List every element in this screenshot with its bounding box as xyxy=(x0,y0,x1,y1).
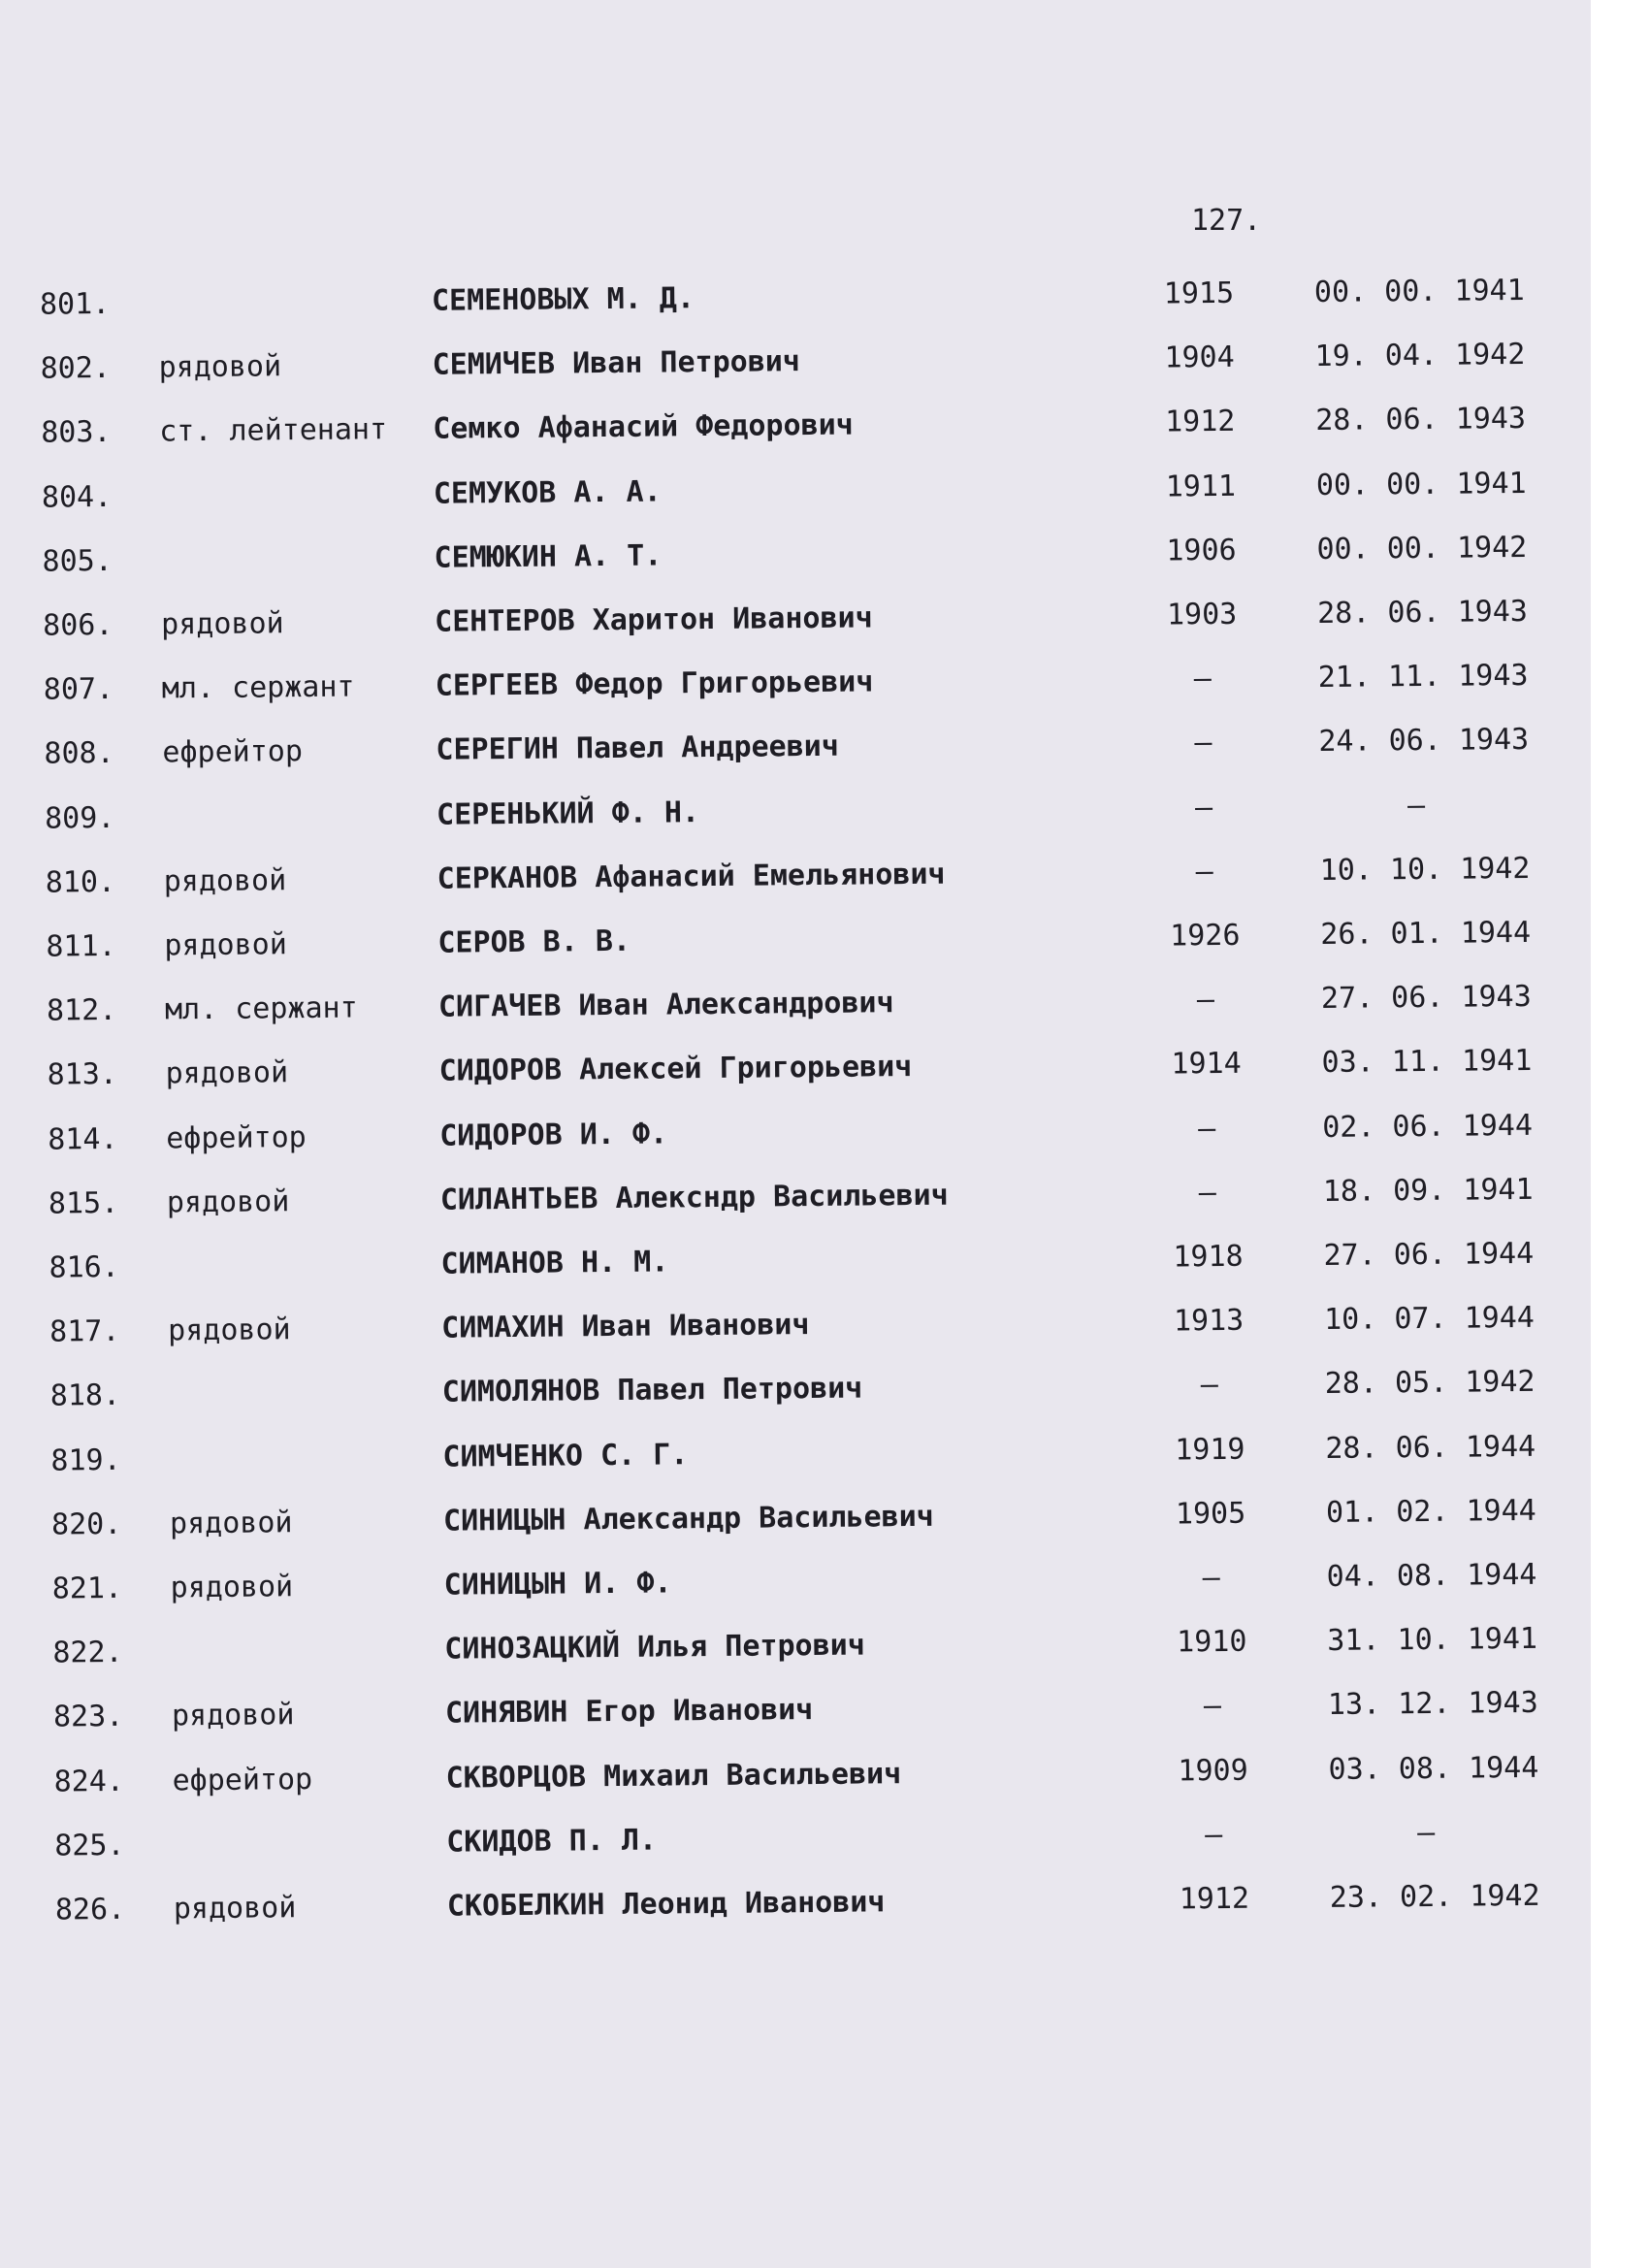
list-item xyxy=(13,1295,1591,1355)
entry-death-date: – xyxy=(1417,1815,1436,1850)
entry-death-date: 28. 06. 1943 xyxy=(1316,594,1529,631)
entry-name: СИМАХИН Иван Иванович xyxy=(440,1308,810,1345)
entry-name: СИМЧЕНКО С. Г. xyxy=(442,1437,689,1474)
list-item xyxy=(16,1745,1591,1805)
entry-birth-year: 1913 xyxy=(1173,1303,1245,1339)
entry-rank: ефрейтор xyxy=(162,734,304,770)
entry-birth-year: – xyxy=(1194,726,1212,761)
entry-name: СИНИЦЫН И. Ф. xyxy=(443,1566,672,1603)
entry-number: 818. xyxy=(49,1378,121,1413)
entry-name: Семко Афанасий Федорович xyxy=(433,407,854,447)
entry-death-date: 00. 00. 1941 xyxy=(1315,466,1527,502)
entry-number: 805. xyxy=(42,543,113,579)
entry-name: СИНИЦЫН Александр Васильевич xyxy=(442,1499,934,1539)
entry-number: 802. xyxy=(40,351,112,386)
entry-birth-year: 1910 xyxy=(1177,1624,1247,1660)
list-item xyxy=(18,1873,1591,1933)
entry-birth-year: – xyxy=(1205,1817,1223,1852)
entry-number: 826. xyxy=(54,1892,126,1928)
entry-death-date: 28. 06. 1943 xyxy=(1315,402,1527,438)
entry-number: 825. xyxy=(54,1828,125,1863)
entry-birth-year: 1904 xyxy=(1164,340,1235,375)
entry-number: 806. xyxy=(43,607,113,643)
entry-rank: рядовой xyxy=(158,349,282,385)
list-item xyxy=(5,461,1591,521)
list-item xyxy=(16,1681,1591,1741)
list-item xyxy=(12,1231,1591,1291)
entry-number: 824. xyxy=(53,1764,125,1799)
entry-death-date: 23. 02. 1942 xyxy=(1329,1878,1540,1915)
entry-birth-year: 1926 xyxy=(1170,918,1241,954)
entry-number: 820. xyxy=(50,1507,122,1542)
entry-birth-year: 1909 xyxy=(1178,1753,1248,1789)
list-item xyxy=(7,718,1591,778)
entry-name: СКИДОВ П. Л. xyxy=(446,1823,658,1860)
entry-name: СЕРКАНОВ Афанасий Емельянович xyxy=(436,857,946,896)
list-item xyxy=(3,268,1591,328)
entry-death-date: – xyxy=(1406,788,1426,823)
entry-name: СЕРЕНЬКИЙ Ф. Н. xyxy=(436,794,700,832)
entry-name: СИМОЛЯНОВ Павел Петрович xyxy=(441,1371,863,1410)
entry-number: 816. xyxy=(48,1249,119,1285)
list-item xyxy=(7,653,1591,713)
entry-birth-year: – xyxy=(1200,1368,1218,1403)
entry-death-date: 00. 00. 1942 xyxy=(1316,530,1528,567)
entry-name: СЕМУКОВ А. А. xyxy=(433,474,662,511)
list-item xyxy=(12,1167,1591,1227)
entry-name: СКВОРЦОВ Михаил Васильевич xyxy=(445,1756,902,1796)
entry-number: 801. xyxy=(39,286,111,322)
entry-name: СЕРГЕЕВ Федор Григорьевич xyxy=(435,664,874,703)
entry-number: 808. xyxy=(44,736,114,771)
entry-number: 813. xyxy=(47,1057,118,1092)
entry-death-date: 03. 08. 1944 xyxy=(1328,1750,1539,1787)
entry-rank: рядовой xyxy=(173,1891,297,1927)
entry-number: 811. xyxy=(46,928,116,964)
page-number: 127. xyxy=(1191,204,1262,238)
list-item xyxy=(15,1488,1591,1548)
entry-number: 819. xyxy=(50,1442,121,1478)
list-item xyxy=(9,846,1591,906)
entry-death-date: 18. 09. 1941 xyxy=(1322,1172,1534,1209)
entry-rank: мл. сержант xyxy=(161,669,355,706)
entry-death-date: 28. 06. 1944 xyxy=(1325,1429,1536,1466)
entry-death-date: 24. 06. 1943 xyxy=(1318,723,1530,760)
list-item xyxy=(4,397,1591,457)
list-item xyxy=(5,525,1591,585)
entry-birth-year: 1906 xyxy=(1166,533,1237,568)
list-item xyxy=(16,1616,1591,1676)
entry-birth-year: – xyxy=(1203,1689,1222,1724)
entry-birth-year: – xyxy=(1193,662,1212,697)
entry-name: СКОБЕЛКИН Леонид Иванович xyxy=(446,1885,886,1924)
entry-rank: рядовой xyxy=(164,927,287,963)
entry-rank: рядовой xyxy=(161,606,284,642)
entry-rank: рядовой xyxy=(163,863,287,899)
list-item xyxy=(14,1360,1591,1420)
entry-number: 810. xyxy=(45,864,116,900)
entry-birth-year: – xyxy=(1198,1111,1216,1146)
entry-death-date: 10. 07. 1944 xyxy=(1323,1301,1536,1338)
entry-birth-year: – xyxy=(1196,983,1215,1018)
entry-birth-year: 1905 xyxy=(1175,1496,1246,1532)
entry-name: СИДОРОВ И. Ф. xyxy=(439,1117,668,1153)
entry-birth-year: 1918 xyxy=(1173,1239,1244,1275)
entry-name: СЕРОВ В. В. xyxy=(437,923,631,960)
entry-death-date: 01. 02. 1944 xyxy=(1325,1493,1536,1530)
entry-number: 804. xyxy=(41,479,113,515)
entry-number: 807. xyxy=(43,672,114,707)
entry-death-date: 13. 12. 1943 xyxy=(1327,1686,1538,1723)
list-item xyxy=(14,1424,1591,1484)
entry-rank: рядовой xyxy=(170,1570,294,1605)
entry-rank: рядовой xyxy=(169,1505,293,1541)
entry-name: СИНОЗАЦКИЙ Илья Петрович xyxy=(444,1628,865,1667)
entry-death-date: 28. 05. 1942 xyxy=(1324,1365,1536,1402)
entry-birth-year: – xyxy=(1198,1175,1217,1210)
entry-name: СИДОРОВ Алексей Григорьевич xyxy=(438,1050,913,1089)
entry-number: 803. xyxy=(41,415,112,451)
entry-death-date: 03. 11. 1941 xyxy=(1321,1044,1533,1081)
entry-death-date: 21. 11. 1943 xyxy=(1317,659,1529,696)
entry-death-date: 26. 01. 1944 xyxy=(1320,915,1532,952)
entry-rank: ефрейтор xyxy=(172,1762,313,1798)
list-item xyxy=(6,589,1591,649)
entry-rank: рядовой xyxy=(168,1312,291,1348)
entry-death-date: 02. 06. 1944 xyxy=(1322,1108,1534,1145)
list-item xyxy=(9,910,1591,970)
list-item xyxy=(16,1552,1591,1612)
entry-name: СЕМИЧЕВ Иван Петрович xyxy=(432,344,801,382)
list-item xyxy=(10,974,1591,1034)
entry-rank: ефрейтор xyxy=(166,1119,307,1156)
entry-rank: ст. лейтенант xyxy=(159,412,388,449)
entry-number: 815. xyxy=(48,1185,119,1221)
entry-name: СЕРЕГИН Павел Андреевич xyxy=(436,729,840,768)
entry-birth-year: 1915 xyxy=(1163,275,1235,311)
entry-birth-year: – xyxy=(1202,1561,1220,1596)
entry-birth-year: 1911 xyxy=(1165,469,1237,504)
entry-birth-year: 1912 xyxy=(1164,405,1236,439)
entry-number: 821. xyxy=(51,1571,123,1606)
list-item xyxy=(10,1039,1591,1099)
list-item xyxy=(3,332,1591,392)
entry-name: СИМАНОВ Н. М. xyxy=(440,1245,669,1281)
entry-rank: рядовой xyxy=(165,1055,289,1091)
entry-number: 812. xyxy=(46,993,117,1028)
entry-name: СЕМЕНОВЫХ М. Д. xyxy=(431,281,695,318)
entry-number: 823. xyxy=(52,1700,124,1734)
entry-death-date: 04. 08. 1944 xyxy=(1326,1557,1537,1594)
entry-name: СИГАЧЕВ Иван Александрович xyxy=(437,986,894,1024)
entry-rank: рядовой xyxy=(171,1698,295,1733)
entry-name: СИЛАНТЬЕВ Алексндр Васильевич xyxy=(439,1178,949,1217)
entry-birth-year: 1919 xyxy=(1175,1432,1245,1468)
entry-birth-year: 1912 xyxy=(1179,1881,1250,1917)
entry-number: 822. xyxy=(52,1636,123,1670)
entry-birth-year: 1903 xyxy=(1166,597,1238,632)
list-item xyxy=(17,1809,1591,1869)
entry-rank: мл. сержант xyxy=(164,990,358,1027)
entry-name: СЕНТЕРОВ Харитон Иванович xyxy=(435,600,873,639)
entry-birth-year: – xyxy=(1194,790,1213,825)
entry-death-date: 00. 00. 1941 xyxy=(1313,273,1525,310)
entry-death-date: 31. 10. 1941 xyxy=(1327,1622,1538,1659)
entry-death-date: 27. 06. 1943 xyxy=(1320,980,1532,1017)
entry-name: СЕМЮКИН А. Т. xyxy=(434,538,663,575)
entry-number: 809. xyxy=(44,800,115,836)
entry-birth-year: – xyxy=(1195,854,1213,890)
entry-name: СИНЯВИН Егор Иванович xyxy=(444,1693,814,1732)
entry-rank: рядовой xyxy=(166,1183,290,1220)
entry-death-date: 10. 10. 1942 xyxy=(1319,851,1531,888)
entry-death-date: 19. 04. 1942 xyxy=(1314,338,1526,374)
entry-number: 814. xyxy=(48,1121,118,1157)
entry-number: 817. xyxy=(49,1314,120,1349)
list-item xyxy=(8,782,1591,842)
entry-death-date: 27. 06. 1944 xyxy=(1323,1236,1535,1273)
list-item xyxy=(11,1103,1591,1163)
entry-birth-year: 1914 xyxy=(1171,1047,1242,1082)
